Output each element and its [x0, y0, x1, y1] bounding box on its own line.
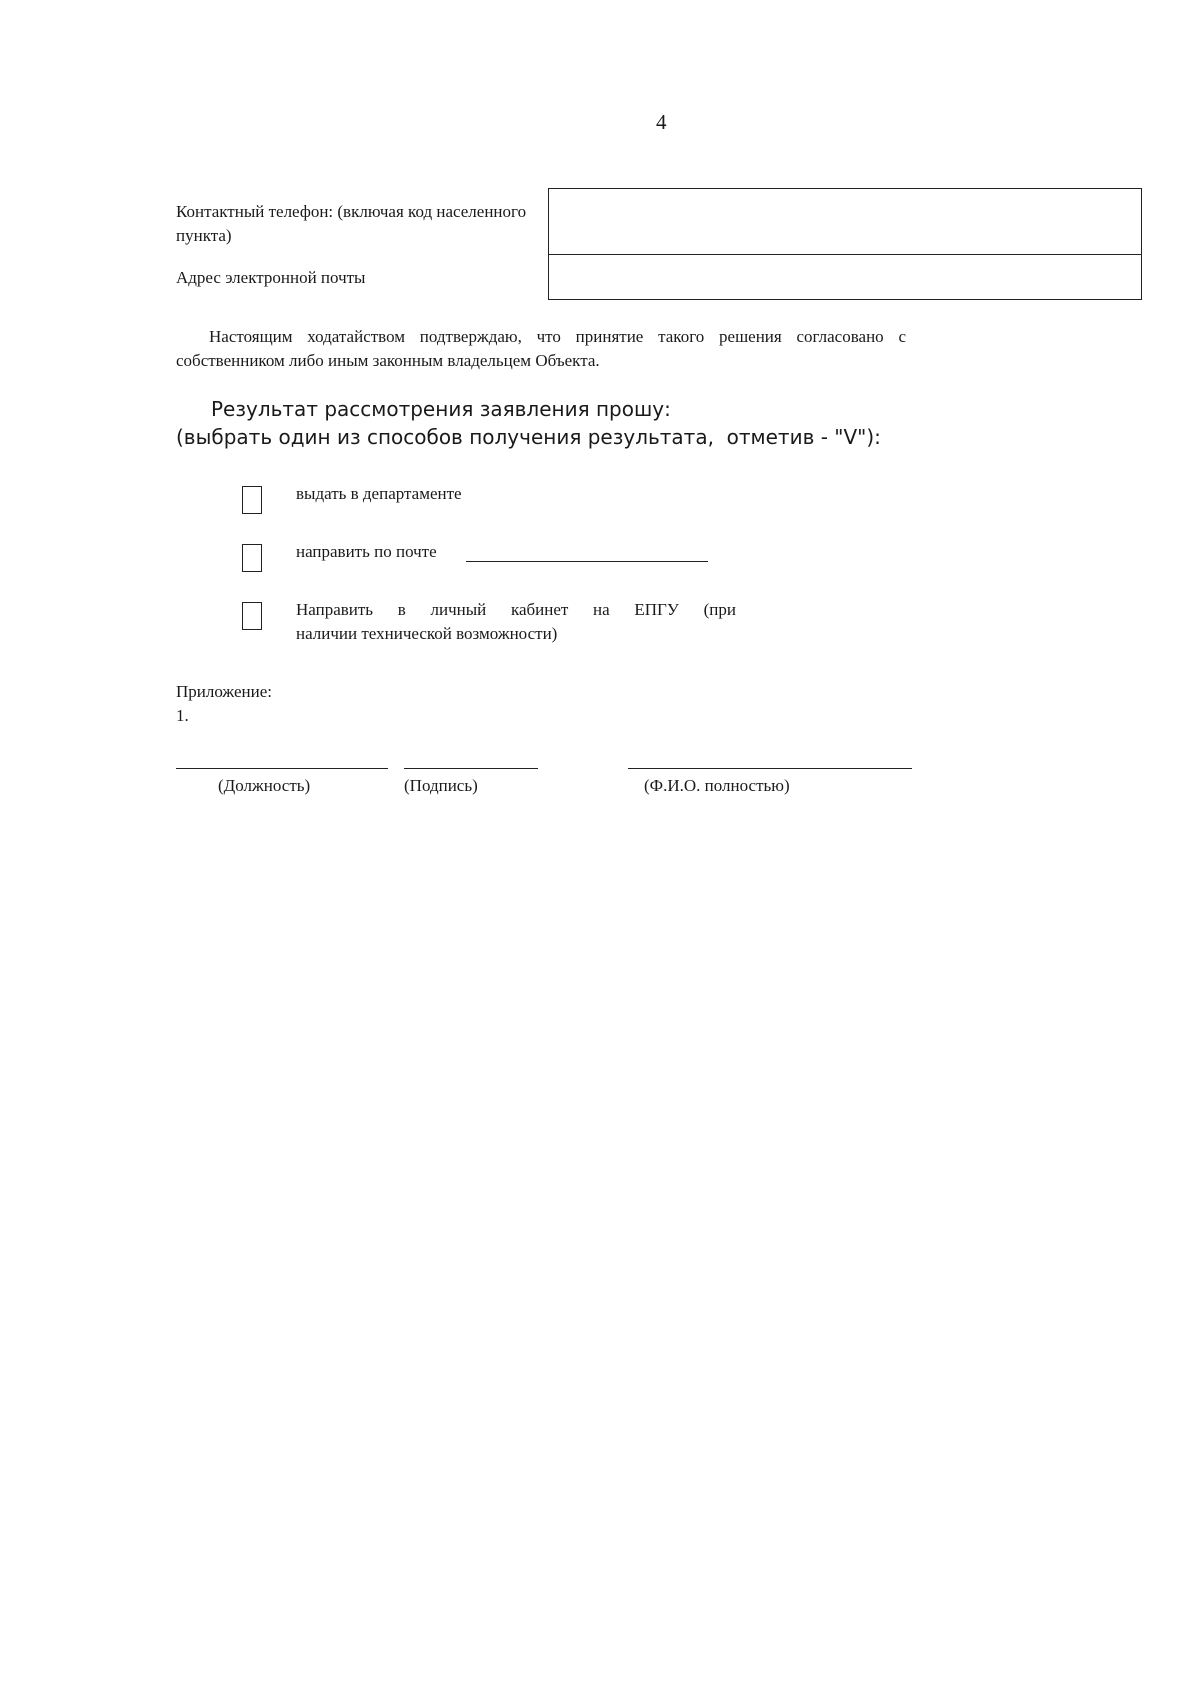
option-label-epgu-line2: наличии технической возможности) — [296, 624, 558, 643]
fullname-line[interactable] — [628, 768, 912, 769]
phone-label: Контактный телефон: (включая код населенного пункта) — [176, 202, 527, 245]
position-caption: (Должность) — [218, 776, 311, 795]
mail-address-line[interactable] — [466, 561, 708, 562]
checkbox-send-to-epgu[interactable] — [242, 602, 262, 630]
appendix-item: 1. — [176, 706, 189, 725]
result-heading: Результат рассмотрения заявления прошу: — [211, 397, 671, 421]
position-line[interactable] — [176, 768, 388, 769]
option-label-epgu — [296, 598, 736, 646]
email-label: Адрес электронной почты — [176, 268, 366, 287]
result-subheading: (выбрать один из способов получения результата, отметив - "V"): — [176, 425, 881, 449]
phone-field[interactable] — [548, 188, 1142, 255]
fullname-caption: (Ф.И.О. полностью) — [644, 776, 790, 795]
page-number: 4 — [656, 110, 667, 134]
email-field[interactable] — [548, 254, 1142, 300]
confirmation-text: Настоящим ходатайством подтверждаю, что принятие такого решения согласовано с собственником либо иным законным владельцем Объекта. — [176, 327, 906, 370]
checkbox-send-by-mail[interactable] — [242, 544, 262, 572]
option-label-department: выдать в департаменте — [296, 484, 462, 503]
signature-line[interactable] — [404, 768, 538, 769]
appendix-label: Приложение: — [176, 682, 272, 701]
option-label-mail: направить по почте — [296, 542, 437, 561]
signature-caption: (Подпись) — [404, 776, 478, 795]
checkbox-issue-in-department[interactable] — [242, 486, 262, 514]
option-label-epgu-line1: Направить в личный кабинет на ЕПГУ (при — [296, 600, 736, 619]
